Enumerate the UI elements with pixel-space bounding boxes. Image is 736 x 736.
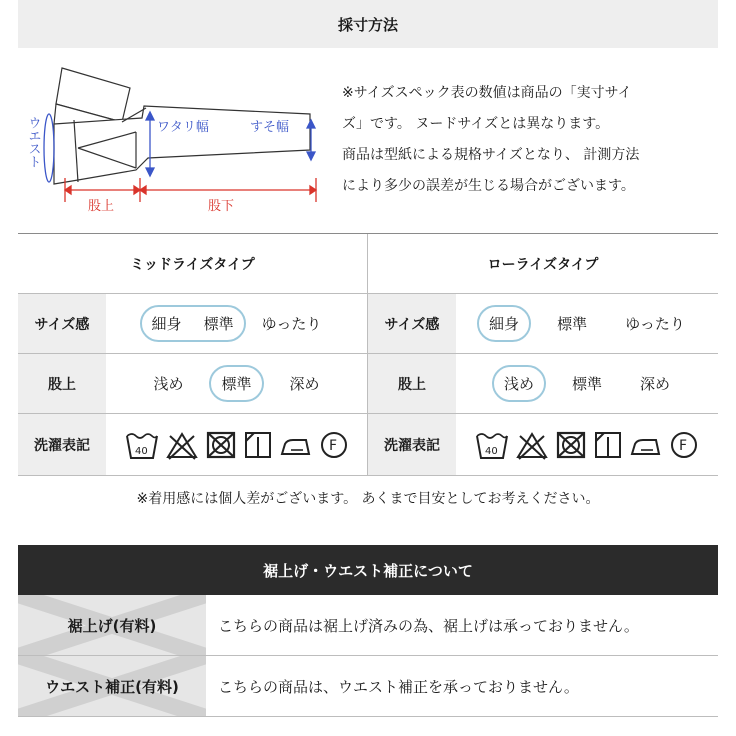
care-label-cell: 洗濯表記 xyxy=(368,414,456,475)
mid-rise-type-header: ミッドライズタイプ xyxy=(18,234,368,293)
care-label-cell: 洗濯表記 xyxy=(18,414,106,475)
hem-alteration-label xyxy=(18,595,206,655)
alteration-label-text: 裾上げ(有料) xyxy=(67,616,157,635)
mid-care-icons xyxy=(106,414,367,475)
alteration-header: 裾上げ・ウエスト補正について xyxy=(18,545,718,595)
option-shallow: 浅め xyxy=(153,375,184,393)
wash-40-icon xyxy=(125,430,159,460)
spec-header-row xyxy=(18,234,718,294)
inseam-label: 股下 xyxy=(208,199,235,214)
iron-low-icon xyxy=(279,430,313,460)
option-relaxed: ゆったり xyxy=(625,315,685,333)
svg-text:F: F xyxy=(679,437,688,454)
mid-rise xyxy=(18,354,368,413)
fit-spec-table xyxy=(18,233,718,476)
no-tumble-dry-icon xyxy=(205,430,237,460)
mid-size-feel xyxy=(18,294,368,353)
low-size-feel xyxy=(368,294,718,353)
size-feel-label: サイズ感 xyxy=(18,294,106,353)
low-care xyxy=(368,414,718,475)
option-standard: 標準 xyxy=(203,315,234,333)
no-bleach-icon xyxy=(515,430,549,460)
option-slim: 細身 xyxy=(151,315,182,333)
svg-text:40: 40 xyxy=(485,445,498,457)
low-rise-values xyxy=(456,354,718,413)
low-rise-type-header: ローライズタイプ xyxy=(368,234,718,293)
size-feel-label: サイズ感 xyxy=(368,294,456,353)
note-line: により多少の誤差が生じる場合がございます。 xyxy=(342,178,635,194)
option-relaxed: ゆったり xyxy=(261,315,322,333)
fit-footnote: ※着用感には個人差がございます。 あくまで目安としてお考えください。 xyxy=(136,491,600,507)
line-dry-icon xyxy=(243,430,273,460)
selected-range xyxy=(140,305,246,342)
alteration-section xyxy=(18,545,718,717)
size-note xyxy=(342,78,722,202)
mid-care xyxy=(18,414,368,475)
option-deep: 深め xyxy=(640,375,671,393)
waist-label: ウエスト xyxy=(25,116,41,168)
size-feel-row xyxy=(18,294,718,354)
rise-row xyxy=(18,354,718,414)
hem-alteration-text: こちらの商品は裾上げ済みの為、裾上げは承っておりません。 xyxy=(218,616,639,635)
option-shallow: 浅め xyxy=(492,365,546,402)
rise-label: 股上 xyxy=(88,199,115,214)
note-line: ズ」です。 ヌードサイズとは異なります。 xyxy=(342,116,610,132)
rise-label-cell: 股上 xyxy=(18,354,106,413)
hem-alteration-row xyxy=(18,595,718,656)
option-slim: 細身 xyxy=(477,305,531,342)
note-line: ※サイズスペック表の数値は商品の「実寸サイ xyxy=(342,85,632,101)
mid-rise-values xyxy=(106,354,367,413)
svg-text:F: F xyxy=(328,437,337,454)
note-line: 商品は型紙による規格サイズとなり、 計測方法 xyxy=(342,147,640,163)
page-title: 採寸方法 xyxy=(337,15,398,34)
option-standard: 標準 xyxy=(557,315,588,333)
wash-40-icon xyxy=(475,430,509,460)
waist-alteration-label xyxy=(18,656,206,716)
dry-clean-f-icon xyxy=(669,430,699,460)
care-label-row xyxy=(18,414,718,476)
trouser-illustration xyxy=(18,60,328,220)
hem-width-label: すそ幅 xyxy=(250,120,290,135)
thigh-width-label: ワタリ幅 xyxy=(157,120,209,135)
option-standard: 標準 xyxy=(571,375,602,393)
measurement-method-header xyxy=(18,0,718,48)
option-deep: 深め xyxy=(289,375,320,393)
waist-alteration-text: こちらの商品は、ウエスト補正を承っておりません。 xyxy=(218,677,579,696)
rise-label-cell: 股上 xyxy=(368,354,456,413)
low-care-icons xyxy=(456,414,718,475)
waist-alteration-row xyxy=(18,656,718,717)
option-standard: 標準 xyxy=(209,365,263,402)
iron-low-icon xyxy=(629,430,663,460)
no-tumble-dry-icon xyxy=(555,430,587,460)
low-size-values xyxy=(456,294,718,353)
alteration-label-text: ウエスト補正(有料) xyxy=(45,677,179,696)
no-bleach-icon xyxy=(165,430,199,460)
svg-text:40: 40 xyxy=(134,445,148,457)
low-rise xyxy=(368,354,718,413)
dry-clean-f-icon xyxy=(319,430,349,460)
mid-size-values xyxy=(106,294,367,353)
line-dry-icon xyxy=(593,430,623,460)
trouser-measurement-diagram xyxy=(18,60,328,220)
